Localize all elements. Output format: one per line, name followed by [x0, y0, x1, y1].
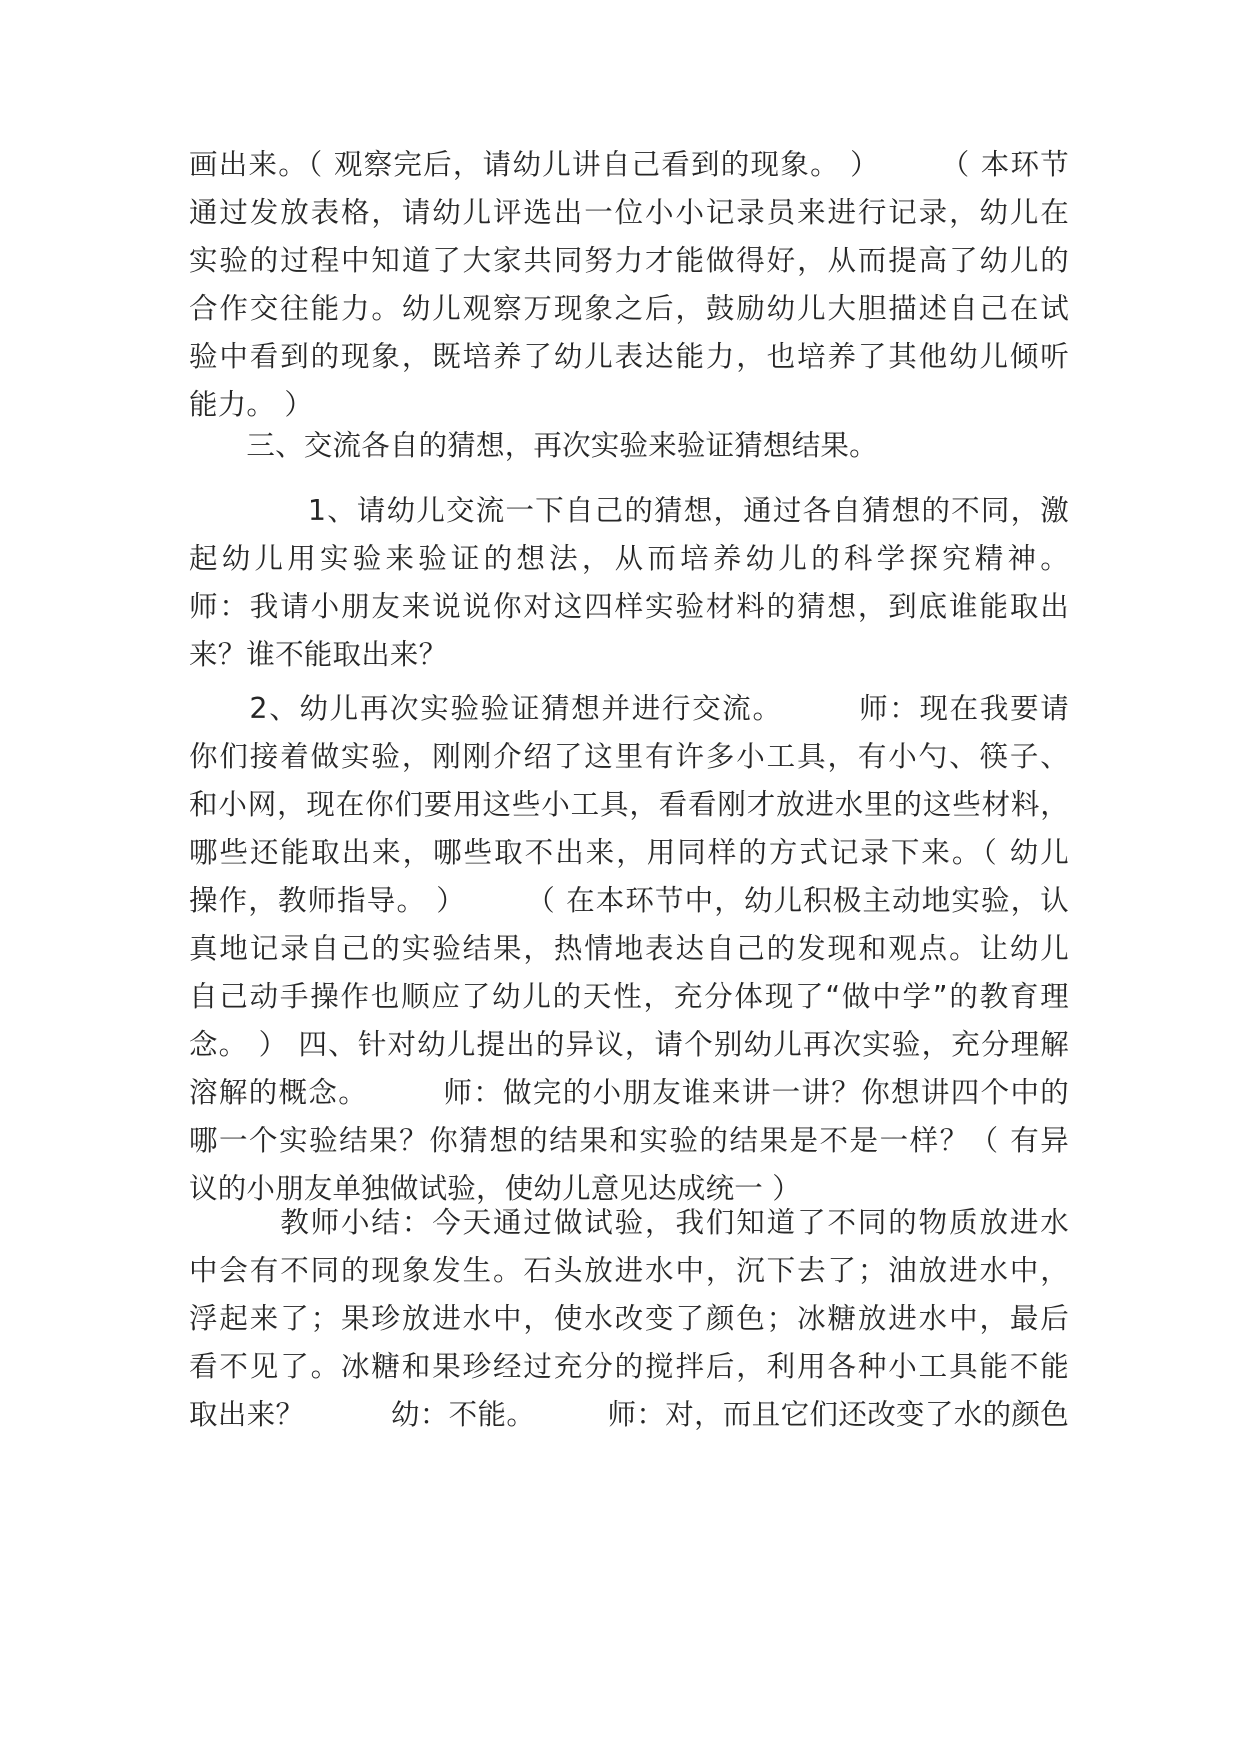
- text-line: 溶解的概念。 师：做完的小朋友谁来讲一讲？你想讲四个中的: [189, 1076, 1069, 1109]
- text-line: 看不见了。冰糖和果珍经过充分的搅拌后，利用各种小工具能不能: [189, 1350, 1069, 1383]
- text-line: 通过发放表格，请幼儿评选出一位小小记录员来进行记录，幼儿在: [189, 196, 1069, 229]
- paragraph-section-three-heading: [189, 422, 1069, 470]
- text-line: 验中看到的现象，既培养了幼儿表达能力，也培养了其他幼儿倾听: [189, 340, 1069, 373]
- text-line: 取出来？ 幼：不能。 师：对，而且它们还改变了水的颜色: [189, 1398, 1069, 1431]
- paragraph-teacher-summary: [189, 1199, 1069, 1439]
- paragraph-step-one: [189, 487, 1069, 679]
- text-line: 和小网，现在你们要用这些小工具，看看刚才放进水里的这些材料，: [189, 788, 1069, 821]
- text-line: 实验的过程中知道了大家共同努力才能做得好，从而提高了幼儿的: [189, 244, 1069, 277]
- text-line: 哪一个实验结果？你猜想的结果和实验的结果是不是一样？（ 有异: [189, 1124, 1069, 1157]
- text-line: 浮起来了；果珍放进水中，使水改变了颜色；冰糖放进水中，最后: [189, 1302, 1069, 1335]
- text-line: 教师小结：今天通过做试验，我们知道了不同的物质放进水: [189, 1206, 1069, 1239]
- text-line: 起幼儿用实验来验证的想法，从而培养幼儿的科学探究精神。: [189, 542, 1069, 575]
- text-line: 自己动手操作也顺应了幼儿的天性，充分体现了“做中学”的教育理: [189, 980, 1069, 1013]
- text-line: 来？谁不能取出来？: [189, 638, 448, 671]
- section-heading: 三、交流各自的猜想，再次实验来验证猜想结果。: [189, 429, 878, 462]
- text-line: 你们接着做实验，刚刚介绍了这里有许多小工具，有小勺、筷子、: [189, 740, 1069, 773]
- text-line: 画出来。（ 观察完后，请幼儿讲自己看到的现象。 ） （ 本环节: [189, 148, 1069, 181]
- text-line: 合作交往能力。幼儿观察万现象之后，鼓励幼儿大胆描述自己在试: [189, 292, 1069, 325]
- text-line: 1、请幼儿交流一下自己的猜想，通过各自猜想的不同，激: [189, 494, 1069, 527]
- text-line: 念。 ） 四、针对幼儿提出的异议，请个别幼儿再次实验，充分理解: [189, 1028, 1069, 1061]
- paragraph-observation-summary: [189, 141, 1069, 429]
- text-line: 哪些还能取出来，哪些取不出来，用同样的方式记录下来。（ 幼儿: [189, 836, 1069, 869]
- text-line: 师：我请小朋友来说说你对这四样实验材料的猜想，到底谁能取出: [189, 590, 1069, 623]
- text-line: 中会有不同的现象发生。石头放进水中，沉下去了；油放进水中，: [189, 1254, 1069, 1287]
- text-line: 议的小朋友单独做试验，使幼儿意见达成统一 ）: [189, 1172, 801, 1205]
- text-line: 能力。 ）: [189, 388, 314, 421]
- text-line: 操作，教师指导。 ） （ 在本环节中，幼儿积极主动地实验，认: [189, 884, 1069, 917]
- paragraph-step-two: [189, 685, 1069, 1213]
- text-line: 2、幼儿再次实验验证猜想并进行交流。 师：现在我要请: [189, 692, 1069, 725]
- text-line: 真地记录自己的实验结果，热情地表达自己的发现和观点。让幼儿: [189, 932, 1069, 965]
